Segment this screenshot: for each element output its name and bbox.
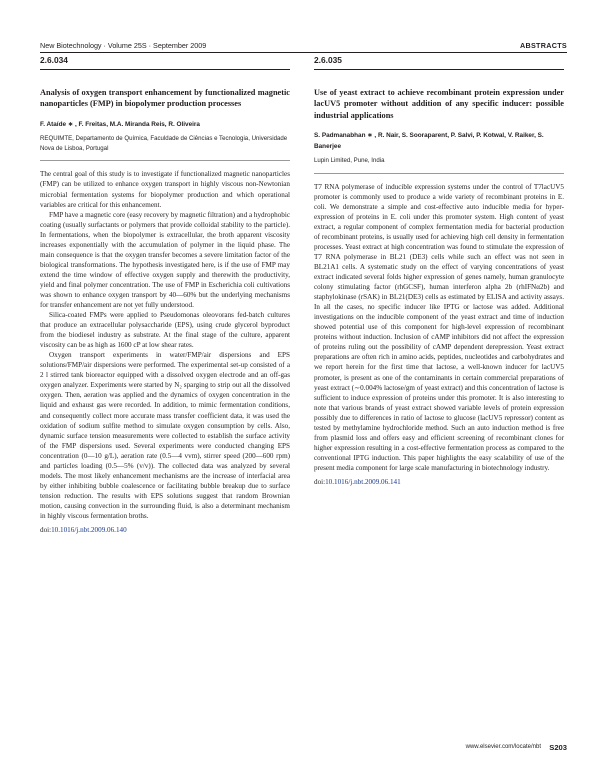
- abstract-affiliation: Lupin Limited, Pune, India: [314, 157, 385, 165]
- abstract-body: [314, 182, 564, 473]
- abstract-right: [314, 52, 564, 487]
- abstract-body: [40, 169, 290, 521]
- abstract-number: 2.6.035: [314, 55, 342, 65]
- abstract-paragraph: FMP have a magnetic core (easy recovery by magnetic filtration) and a hydrophobic coating (usually surfactants or polymers that provide colloidal stability to the particle). In fermentations, when the biopolymer is extracellular, the broth apparent viscosity increases exponentially with the accumulation of polymer in the liquid phase. The main consequence is that the oxygen transfer becomes a severe limitation factor of the biological transformations. The hypothesis investigated here, is if the use of FMP may extend the time window of effective oxygen supply and therewith the productivity, yield and final polymer concentration. The use of FMP in Escherichia coli cultivations was shown to enhance oxygen transport by 40—60% but the underlying mechanisms for transfer enhancement are not yet fully understood.: [40, 210, 290, 310]
- doi-line: [40, 525, 290, 535]
- affiliation-rule: [314, 173, 564, 174]
- page-number: S203: [549, 743, 567, 752]
- abstract-number-rule: [314, 69, 564, 70]
- doi-prefix: doi:: [40, 526, 52, 535]
- doi-link[interactable]: 10.1016/j.nbt.2009.06.140: [51, 526, 127, 535]
- abstract-title: Use of yeast extract to achieve recombinant protein expression under lacUV5 promoter without addition of any specific inducer: possible industrial applications: [314, 88, 564, 120]
- doi-prefix: doi:: [314, 477, 326, 486]
- abstract-paragraph: Oxygen transport experiments in water/FMP/air dispersions and EPS solutions/FMP/air dispersions were performed. The experimental set-up consisted of a 2 l stirred tank bioreactor equipped with a dissolved oxygen electrode and an off-gas oxygen analyzer. Experiments were started by N₂ sparging to strip out all the dissolved oxygen. Then, aeration was applied and the dynamics of oxygen concentration in the liquid and exhaust gas were recorded. In addition, to mimic fermentation conditions, and consequently collect more accurate mass transfer coefficient data, it was used the oxidation of sodium sulfite method to simulate oxygen consumption by cells. Also, dynamic surface tension measurements were collected to establish the surface activity of the FMP dispersions used. Several experiments were conducted changing EPS concentration (0—10 g/L), aeration rate (0.5—4 vvm), stirrer speed (200—600 rpm) and particles loading (0.5—5% (v/v)). The collected data was analyzed by several models. The most likely enhancement mechanisms are the increase of interfacial area by either inhibiting bubble coalescence or facilitating bubble breakup due to surface tension reduction. The results with EPS solutions suggest that random Brownian motion, causing convection in the surrounding fluid, is also a determinant mechanism in highly viscous fermentation broths.: [40, 351, 290, 520]
- journal-citation: New Biotechnology · Volume 25S · September 2009: [40, 41, 207, 50]
- page-footer: [40, 743, 567, 755]
- abstract-number: 2.6.034: [40, 55, 68, 65]
- footer-url[interactable]: www.elsevier.com/locate/nbt: [465, 744, 541, 750]
- abstract-authors: F. Ataíde ∗ , F. Freitas, M.A. Miranda Reis, R. Oliveira: [40, 120, 200, 128]
- abstract-left: [40, 52, 290, 535]
- doi-line: [314, 477, 564, 487]
- doi-link[interactable]: 10.1016/j.nbt.2009.06.141: [325, 477, 401, 486]
- abstract-number-rule: [40, 69, 290, 70]
- abstract-paragraph: T7 RNA polymerase of inducible expression systems under the control of T7lacUV5 promoter is commonly used to produce a wide variety of recombinant proteins in E. coli. We demonstrate a simple and cost-effective auto inducible media for hyper-expression of proteins in E. coli under this promoter system. High content of yeast extract, a regular component of complex fermentation media for bacterial production of recombinant proteins, is usually used for achieving high cell density in fermentation processes. Yeast extract at high concentration was found to stimulate the expression of T7 RNA polymerase in BL21 (DE3) cells while such an effect was not seen in BL21A1 cells. A systematic study on the effect of varying concentrations of yeast extract indicated several folds higher expression of genes namely, human granulocyte colony stimulating factor (rhGCSF), human interferon alpha 2b (rhIFNα2b) and staphylokinase (rSAK) in BL21(DE3) cells as estimated by ELISA and activity assays. In all the cases, no specific inducer like IPTG or lactose was added. Additional investigations on the inducible component of the yeast extract and time of induction showed potential use of this component for high-level expression of recombinant proteins without induction. Inclusion of cAMP inhibitors did not affect the expression of proteins ruling out the possibility of cAMP dependent derepression. Yeast extract preparations are often rich in amino acids, peptides, nucleotides and carbohydrates and we report herein for the first time that lactose, a well-known inducer for lacUV5 promoter, is present as one of the contaminants in certain commercial preparations of yeast extract (∼0.004% lactose/gm of yeast extract) and this concentration of lactose is sufficient to induce expression of proteins under this promoter. It is also interesting to note that various brands of yeast extract showed variable levels of protein expression possibly due to differences in ratio of lactose to glucose (lacUV5 repressor) content as tested by methylamine hydrochloride method. Such an auto induction method is free from plasmid loss and offers easy and efficient screening of recombinant clones for higher expression resulting in a cost-effective fermentation process as compared to the conventional IPTG induction. This paper highlights the easy scalability of use of the present media component for large scale manufacturing in biotechnology industry.: [314, 182, 564, 472]
- section-label: ABSTRACTS: [519, 41, 567, 50]
- abstract-title: Analysis of oxygen transport enhancement by functionalized magnetic nanoparticles (FMP) in biopolymer production processes: [40, 88, 290, 109]
- abstract-authors: S. Padmanabhan ∗ , R. Nair, S. Sooraparent, P. Salvi, P. Kotwal, V. Raiker, S. Banerjee: [314, 132, 544, 150]
- abstract-paragraph: Silica-coated FMPs were applied to Pseudomonas oleovorans fed-batch cultures that produce an extracellular polysaccharide (EPS), using crude glycerol byproduct from the biodiesel industry as substrate. At the final stage of the culture, apparent viscosity can be as high as 1600 cP at low shear rates.: [40, 311, 290, 350]
- abstract-paragraph: The central goal of this study is to investigate if functionalized magnetic nanoparticles (FMP) can be utilized to enhance oxygen transport in highly viscous non-Newtonian microbial fermentation systems for biopolymer production and which operational variables are critical for this enhancement.: [40, 170, 290, 209]
- affiliation-rule: [40, 160, 290, 161]
- abstract-affiliation: REQUIMTE, Departamento de Química, Faculdade de Ciências e Tecnologia, Universidade Nova de Lisboa, Portugal: [40, 135, 288, 152]
